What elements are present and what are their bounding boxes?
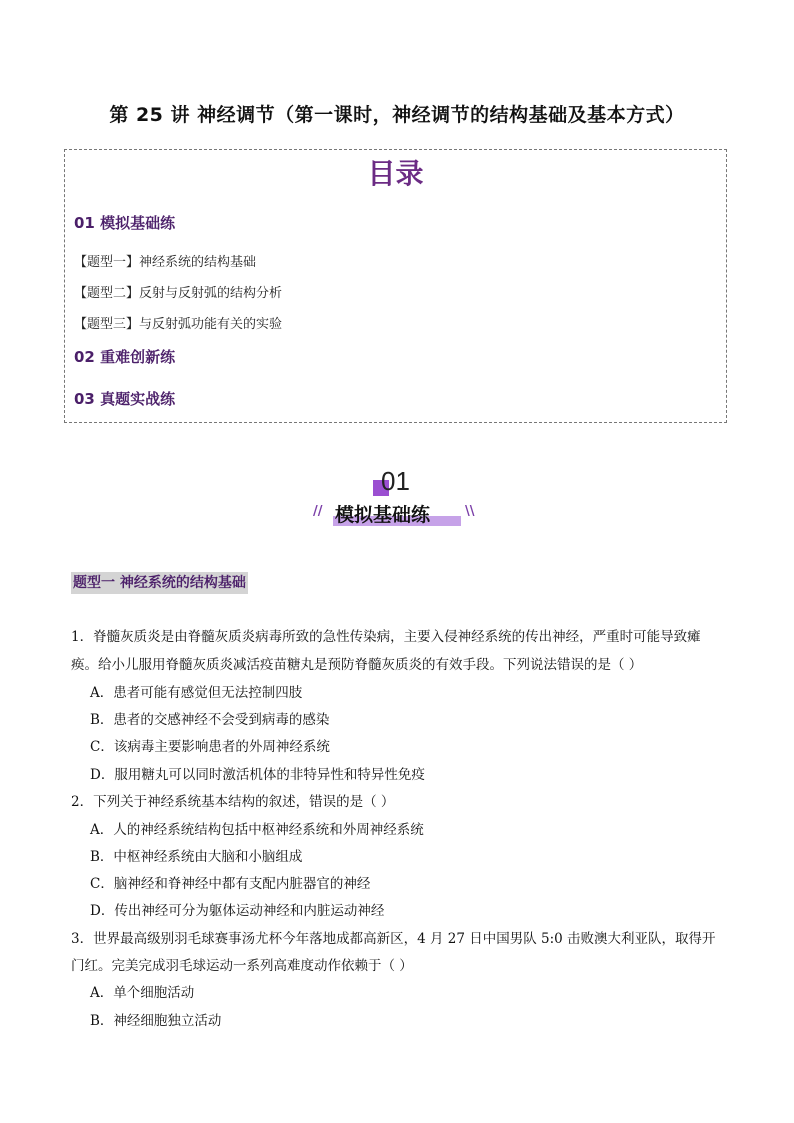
question-2-option-b[interactable]: B．中枢神经系统由大脑和小脑组成 — [90, 849, 303, 865]
toc-subitem-text: 反射与反射弧的结构分析 — [139, 286, 283, 301]
question-2-option-d[interactable]: D．传出神经可分为躯体运动神经和内脏运动神经 — [90, 903, 385, 919]
toc-heading: 目录 — [367, 157, 424, 190]
question-3-line-2: 门红。完美完成羽毛球运动一系列高难度动作依赖于（ ） — [71, 958, 413, 974]
toc-item-03[interactable]: 03 真题实战练 — [74, 390, 176, 408]
page-title: 第 25 讲 神经调节（第一课时，神经调节的结构基础及基本方式） — [109, 104, 685, 126]
question-1-option-b[interactable]: B．患者的交感神经不会受到病毒的感染 — [90, 712, 330, 728]
section-badge — [0, 462, 794, 532]
toc-subitem-3[interactable] — [74, 313, 282, 332]
section-number-wrap — [373, 466, 433, 496]
question-2-line-1: 2．下列关于神经系统基本结构的叙述，错误的是（ ） — [71, 794, 395, 810]
toc-subitem-tag: 【题型一】 — [74, 255, 140, 270]
question-1-line-1: 1．脊髓灰质炎是由脊髓灰质炎病毒所致的急性传染病，主要入侵神经系统的传出神经，严重时可能导致瘫 — [71, 629, 701, 645]
toc-subitem-text: 与反射弧功能有关的实验 — [139, 317, 283, 332]
section-title: 模拟基础练 — [335, 504, 431, 526]
toc-box — [64, 149, 727, 423]
toc-subitem-1[interactable] — [74, 251, 256, 270]
question-3-option-b[interactable]: B．神经细胞独立活动 — [90, 1013, 222, 1029]
question-2-option-c[interactable]: C．脑神经和脊神经中都有支配内脏器官的神经 — [90, 876, 371, 892]
section-title-wrap — [313, 498, 483, 528]
toc-subitem-2[interactable] — [74, 282, 282, 301]
question-2-option-a[interactable]: A．人的神经系统结构包括中枢神经系统和外周神经系统 — [90, 822, 424, 838]
toc-item-02[interactable]: 02 重难创新练 — [74, 348, 176, 366]
toc-subitem-tag: 【题型三】 — [74, 317, 140, 332]
toc-item-01[interactable]: 01 模拟基础练 — [74, 214, 176, 232]
toc-subitem-text: 神经系统的结构基础 — [139, 255, 257, 270]
question-1-line-2: 痪。给小儿服用脊髓灰质炎减活疫苗糖丸是预防脊髓灰质炎的有效手段。下列说法错误的是（ ） — [71, 657, 643, 673]
toc-subitem-tag: 【题型二】 — [74, 286, 140, 301]
question-3-option-a[interactable]: A．单个细胞活动 — [90, 985, 195, 1001]
question-3-line-1: 3．世界最高级别羽毛球赛事汤尤杯今年落地成都高新区，4 月 27 日中国男队 5:0 击败澳大利亚队，取得开 — [71, 931, 716, 947]
section-slash-left: // — [313, 504, 323, 519]
question-1-option-c[interactable]: C．该病毒主要影响患者的外周神经系统 — [90, 739, 330, 755]
question-1-option-d[interactable]: D．服用糖丸可以同时激活机体的非特异性和特异性免疫 — [90, 767, 425, 783]
question-type-label: 题型一 神经系统的结构基础 — [71, 572, 248, 594]
question-1-option-a[interactable]: A．患者可能有感觉但无法控制四肢 — [90, 685, 303, 701]
section-number: 01 — [381, 466, 410, 496]
section-slash-right: \\ — [465, 504, 475, 519]
